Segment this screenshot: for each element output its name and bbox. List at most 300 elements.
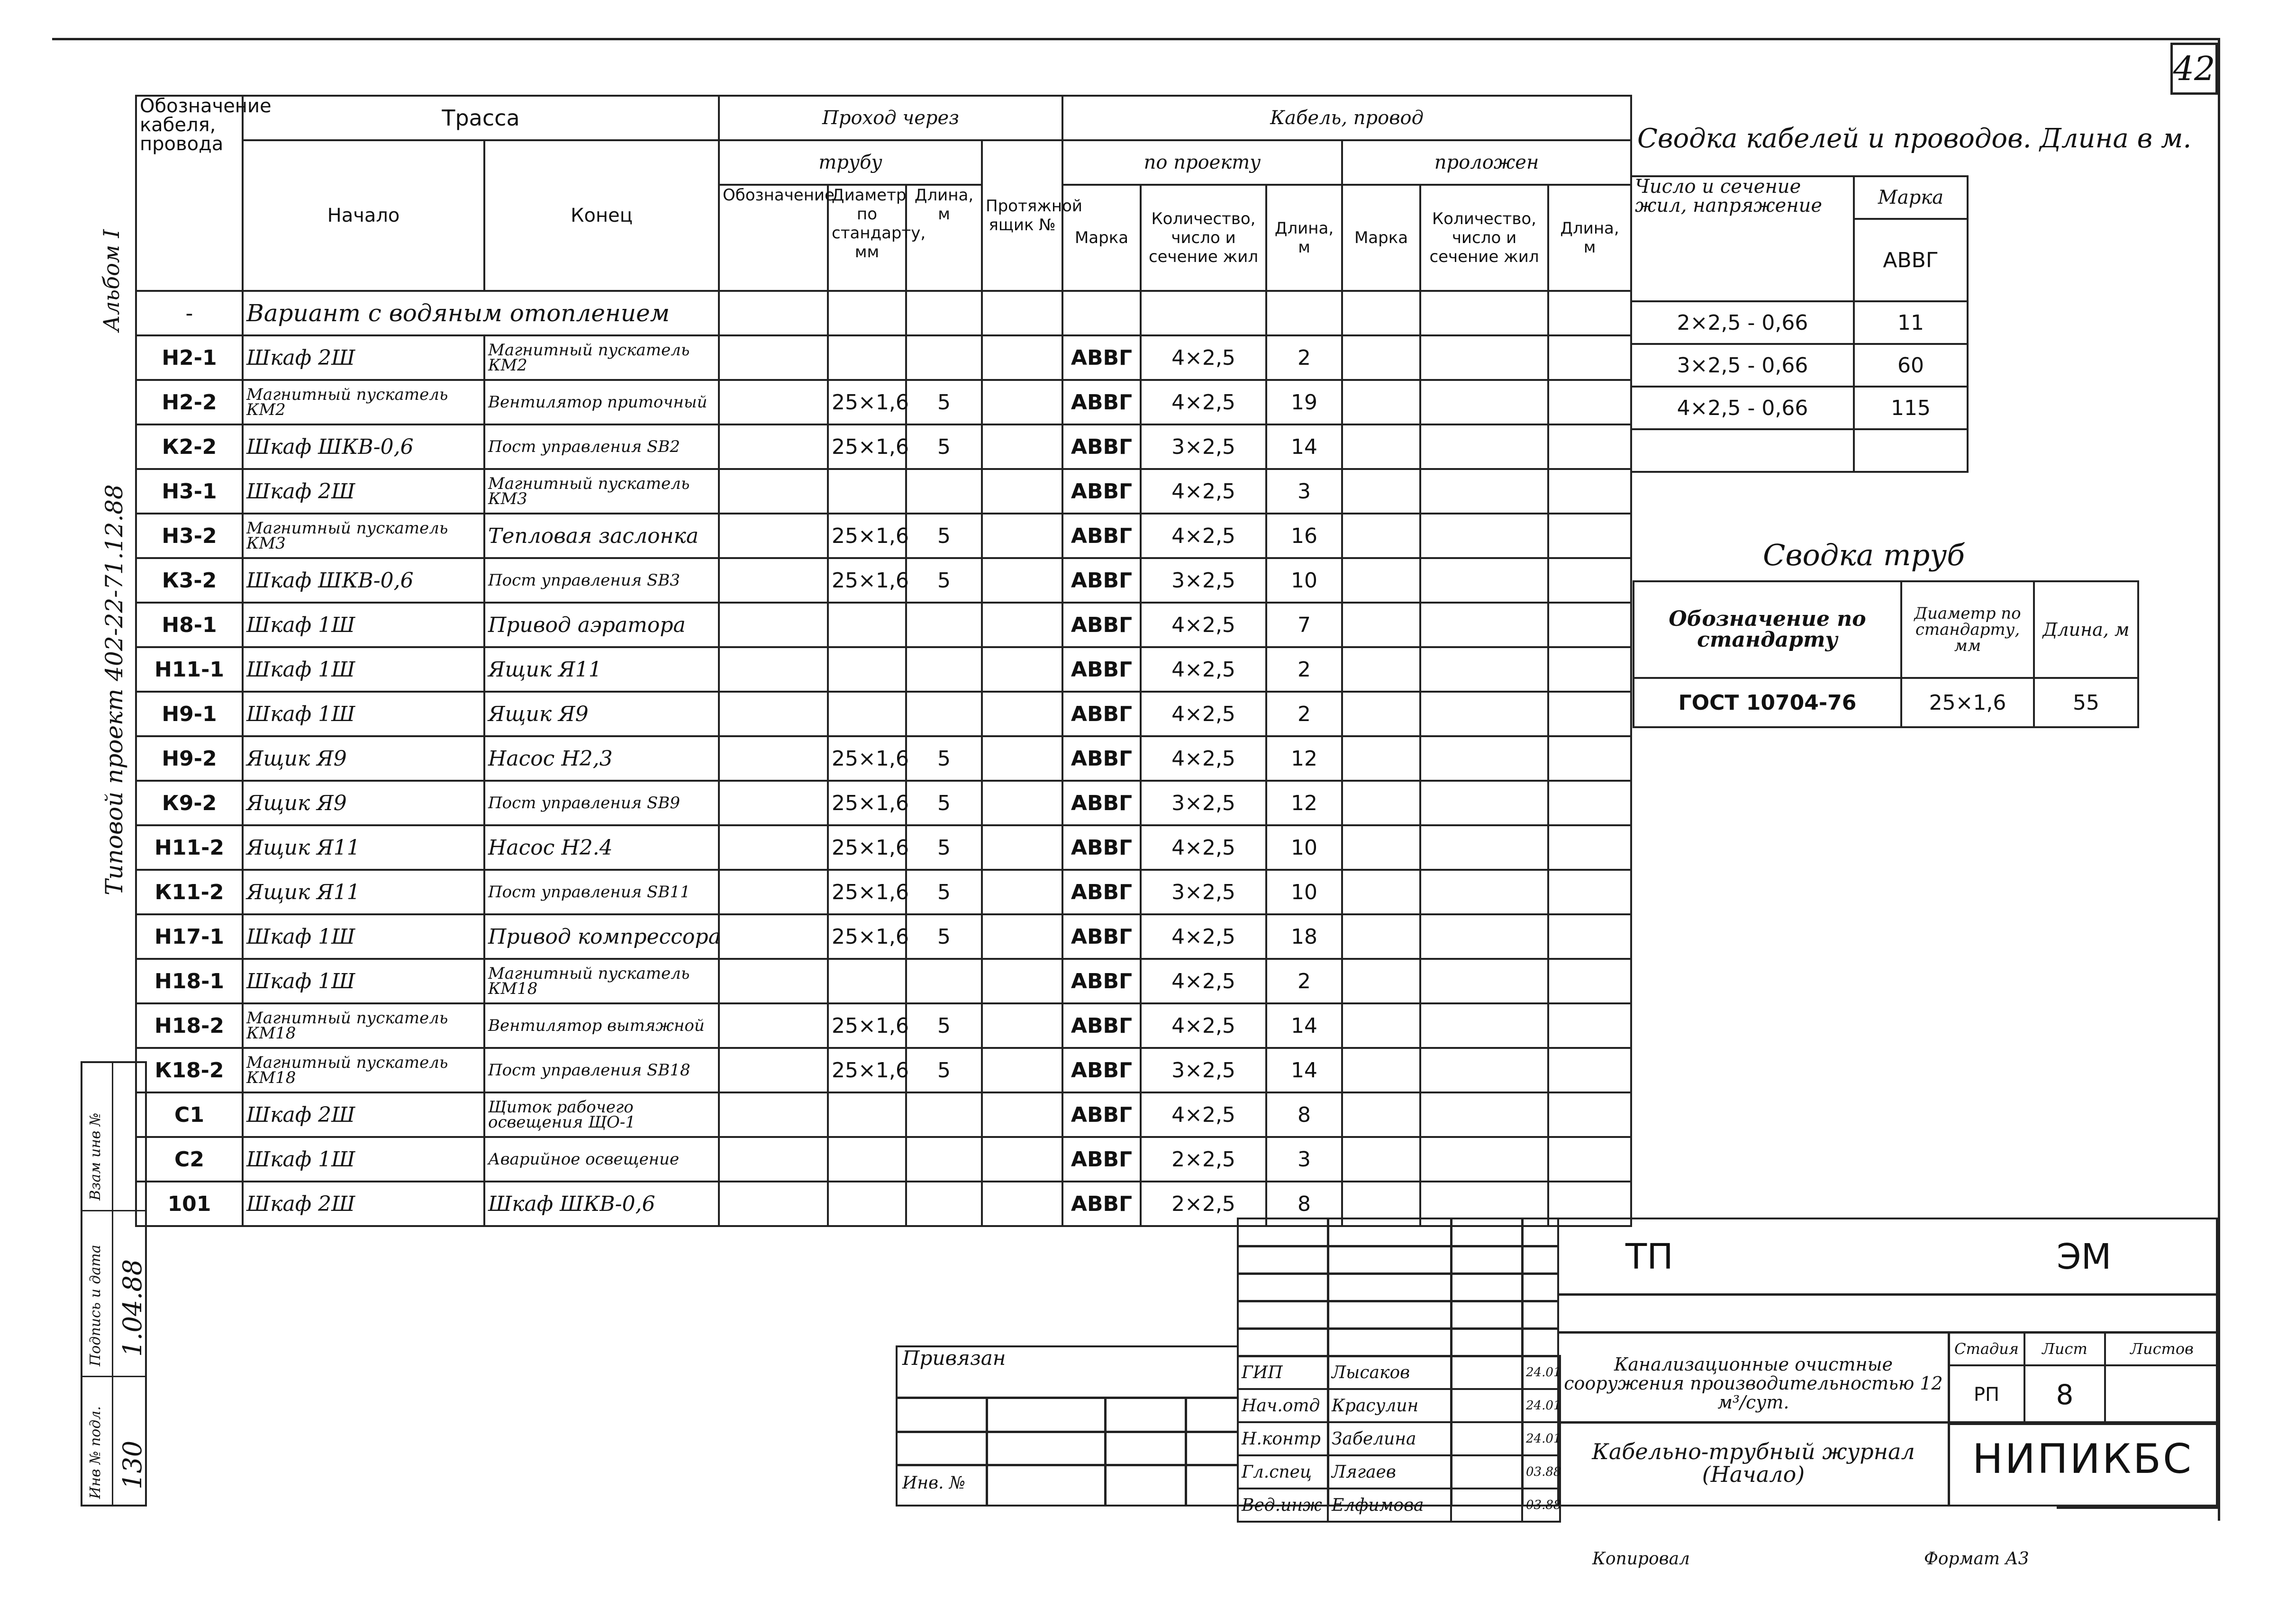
row-mark: АВВГ — [1062, 335, 1141, 380]
row-laid-mark — [1342, 1137, 1420, 1182]
row-pipe-length: 5 — [906, 870, 982, 914]
row-box — [982, 1092, 1062, 1137]
row-mark: АВВГ — [1062, 825, 1141, 870]
row-mark: АВВГ — [1062, 424, 1141, 469]
row-pipe-designation — [719, 469, 828, 514]
row-laid-mark — [1342, 781, 1420, 825]
row-pipe-length — [906, 647, 982, 692]
row-laid-mark — [1342, 914, 1420, 959]
row-laid-length — [1548, 1003, 1631, 1048]
row-start: Магнитный пускатель КМ3 — [243, 514, 484, 558]
header-by-project: по проекту — [1062, 140, 1342, 185]
row-quantity: 4×2,5 — [1141, 736, 1266, 781]
row-id: Н11-2 — [136, 825, 243, 870]
project-label: Типовой проект 402-22-71.12.88 — [100, 484, 128, 895]
row-end: Насос Н2.4 — [484, 825, 719, 870]
row-laid-length — [1548, 558, 1631, 603]
row-laid-quantity — [1420, 781, 1548, 825]
row-pipe-length: 5 — [906, 736, 982, 781]
row-pipe-length: 5 — [906, 1003, 982, 1048]
header-designation: Обозначение кабеля, провода — [136, 96, 243, 291]
row-length: 14 — [1266, 424, 1342, 469]
row-pipe-designation — [719, 514, 828, 558]
cable-spec-1: 2×2,5 - 0,66 — [1631, 301, 1854, 344]
row-mark: АВВГ — [1062, 469, 1141, 514]
row-id: Н2-1 — [136, 335, 243, 380]
row-box — [982, 335, 1062, 380]
row-mark: АВВГ — [1062, 558, 1141, 603]
row-pipe-length: 5 — [906, 424, 982, 469]
header-box: Протяжной ящик № — [982, 140, 1062, 291]
section-title: Вариант с водяным отоплением — [243, 291, 719, 335]
row-length: 10 — [1266, 870, 1342, 914]
row-laid-quantity — [1420, 1137, 1548, 1182]
role-row — [1238, 1389, 1560, 1422]
row-quantity: 4×2,5 — [1141, 603, 1266, 647]
row-pipe-designation — [719, 335, 828, 380]
row-start: Шкаф ШКВ-0,6 — [243, 424, 484, 469]
table-row — [136, 914, 1631, 959]
table-row — [136, 959, 1631, 1003]
cable-journal-table — [135, 95, 1632, 1227]
table-row — [136, 1048, 1631, 1092]
row-quantity: 4×2,5 — [1141, 692, 1266, 736]
row-box — [982, 424, 1062, 469]
cable-value-1: 11 — [1854, 301, 1968, 344]
sheet-number-box: 42 — [2170, 43, 2218, 95]
row-pipe-designation — [719, 603, 828, 647]
row-laid-mark — [1342, 1092, 1420, 1137]
row-pipe-diameter: 25×1,6 — [828, 914, 906, 959]
row-pipe-designation — [719, 870, 828, 914]
row-length: 2 — [1266, 335, 1342, 380]
row-laid-quantity — [1420, 514, 1548, 558]
row-start: Шкаф 2Ш — [243, 469, 484, 514]
row-pipe-designation — [719, 825, 828, 870]
row-laid-quantity — [1420, 1092, 1548, 1137]
row-id: С2 — [136, 1137, 243, 1182]
row-end: Щиток рабочего освещения ЩО-1 — [484, 1092, 719, 1137]
row-mark: АВВГ — [1062, 1003, 1141, 1048]
header-laid-mark: Марка — [1342, 185, 1420, 291]
row-start: Шкаф 2Ш — [243, 1182, 484, 1226]
row-mark: АВВГ — [1062, 1182, 1141, 1226]
role-signature — [1451, 1422, 1522, 1455]
row-pipe-length — [906, 603, 982, 647]
row-start: Шкаф 1Ш — [243, 959, 484, 1003]
row-end: Пост управления SB3 — [484, 558, 719, 603]
sheets-label: Листов — [2105, 1332, 2219, 1365]
row-pipe-length — [906, 469, 982, 514]
row-pipe-designation — [719, 1003, 828, 1048]
stamp-label-replace: Взам инв № — [87, 1112, 104, 1200]
row-pipe-length: 5 — [906, 781, 982, 825]
row-pipe-designation — [719, 1092, 828, 1137]
bound-label: Привязан — [902, 1346, 1006, 1370]
row-pipe-designation — [719, 959, 828, 1003]
role-name: Забелина — [1328, 1422, 1451, 1455]
row-laid-quantity — [1420, 558, 1548, 603]
row-box — [982, 603, 1062, 647]
row-start: Шкаф 1Ш — [243, 914, 484, 959]
row-end: Привод аэратора — [484, 603, 719, 647]
row-laid-length — [1548, 514, 1631, 558]
row-pipe-diameter — [828, 469, 906, 514]
row-quantity: 2×2,5 — [1141, 1182, 1266, 1226]
row-laid-quantity — [1420, 647, 1548, 692]
cable-summary-table — [1630, 175, 1969, 473]
row-pipe-diameter: 25×1,6 — [828, 825, 906, 870]
row-id: Н18-2 — [136, 1003, 243, 1048]
row-box — [982, 1003, 1062, 1048]
table-row — [136, 692, 1631, 736]
row-laid-quantity — [1420, 1003, 1548, 1048]
row-start: Шкаф 1Ш — [243, 603, 484, 647]
row-quantity: 2×2,5 — [1141, 1137, 1266, 1182]
row-pipe-diameter: 25×1,6 — [828, 736, 906, 781]
doc-title: Кабельно-трубный журнал (Начало) — [1592, 1439, 1915, 1487]
row-length: 2 — [1266, 959, 1342, 1003]
role-signature — [1451, 1356, 1522, 1389]
row-quantity: 4×2,5 — [1141, 1003, 1266, 1048]
row-start: Магнитный пускатель КМ18 — [243, 1048, 484, 1092]
role-row — [1238, 1422, 1560, 1455]
row-length: 10 — [1266, 825, 1342, 870]
header-pipe-length: Длина, м — [906, 185, 982, 291]
header-laid-length: Длина, м — [1548, 185, 1631, 291]
pipe-summary-title: Сводка труб — [1763, 538, 1965, 572]
row-box — [982, 1137, 1062, 1182]
row-pipe-length — [906, 1092, 982, 1137]
row-pipe-length: 5 — [906, 514, 982, 558]
row-pipe-diameter: 25×1,6 — [828, 424, 906, 469]
row-box — [982, 514, 1062, 558]
row-mark: АВВГ — [1062, 647, 1141, 692]
row-laid-length — [1548, 825, 1631, 870]
row-laid-mark — [1342, 603, 1420, 647]
album-label: Альбом I — [99, 229, 124, 332]
row-end: Насос Н2,3 — [484, 736, 719, 781]
row-end: Ящик Я9 — [484, 692, 719, 736]
row-laid-mark — [1342, 1003, 1420, 1048]
header-laid-quantity: Количество, число и сечение жил — [1420, 185, 1548, 291]
cable-summary-col2: Марка — [1854, 176, 1968, 219]
code-left: ТП — [1625, 1236, 1673, 1277]
row-quantity: 4×2,5 — [1141, 647, 1266, 692]
row-quantity: 4×2,5 — [1141, 335, 1266, 380]
header-quantity: Количество, число и сечение жил — [1141, 185, 1266, 291]
table-row — [136, 647, 1631, 692]
stamp-label-sign: Подпись и дата — [87, 1245, 104, 1366]
row-end: Пост управления SB18 — [484, 1048, 719, 1092]
row-laid-mark — [1342, 558, 1420, 603]
row-start: Шкаф 2Ш — [243, 335, 484, 380]
table-row — [136, 469, 1631, 514]
row-pipe-designation — [719, 1048, 828, 1092]
header-route: Трасса — [243, 96, 719, 140]
row-box — [982, 870, 1062, 914]
row-quantity: 4×2,5 — [1141, 514, 1266, 558]
row-laid-length — [1548, 1137, 1631, 1182]
row-id: Н9-2 — [136, 736, 243, 781]
row-length: 12 — [1266, 736, 1342, 781]
row-end: Вентилятор вытяжной — [484, 1003, 719, 1048]
role-date: 03.88 — [1522, 1455, 1560, 1489]
row-start: Шкаф 1Ш — [243, 647, 484, 692]
pipe-dia: 25×1,6 — [1901, 678, 2034, 727]
role-signature — [1451, 1389, 1522, 1422]
row-box — [982, 692, 1062, 736]
pipe-summary-table — [1633, 580, 2139, 728]
bottom-frame-line — [2057, 1507, 2218, 1509]
role-date: 24.01 — [1522, 1389, 1560, 1422]
table-row — [136, 1137, 1631, 1182]
row-pipe-diameter — [828, 603, 906, 647]
row-laid-mark — [1342, 1048, 1420, 1092]
code-right: ЭМ — [2057, 1236, 2112, 1277]
row-pipe-length — [906, 1137, 982, 1182]
row-quantity: 3×2,5 — [1141, 870, 1266, 914]
header-laid: проложен — [1342, 140, 1631, 185]
row-quantity: 3×2,5 — [1141, 1048, 1266, 1092]
role-label: Нач.отд — [1238, 1389, 1328, 1422]
row-start: Магнитный пускатель КМ2 — [243, 380, 484, 424]
cable-value-3: 115 — [1854, 387, 1968, 429]
cable-spec-3: 4×2,5 - 0,66 — [1631, 387, 1854, 429]
role-row — [1238, 1356, 1560, 1389]
row-quantity: 4×2,5 — [1141, 469, 1266, 514]
row-quantity: 4×2,5 — [1141, 959, 1266, 1003]
row-laid-quantity — [1420, 1048, 1548, 1092]
row-laid-length — [1548, 603, 1631, 647]
row-id: Н3-2 — [136, 514, 243, 558]
row-pipe-length: 5 — [906, 825, 982, 870]
pipe-std: ГОСТ 10704-76 — [1634, 678, 1901, 727]
row-mark: АВВГ — [1062, 736, 1141, 781]
row-laid-quantity — [1420, 736, 1548, 781]
row-pipe-diameter — [828, 1182, 906, 1226]
row-laid-mark — [1342, 825, 1420, 870]
row-pipe-designation — [719, 380, 828, 424]
row-quantity: 4×2,5 — [1141, 825, 1266, 870]
row-pipe-designation — [719, 1137, 828, 1182]
row-end: Пост управления SB9 — [484, 781, 719, 825]
row-laid-quantity — [1420, 870, 1548, 914]
row-id: К2-2 — [136, 424, 243, 469]
cable-summary-mark: АВВГ — [1854, 219, 1968, 301]
row-laid-mark — [1342, 647, 1420, 692]
row-end: Магнитный пускатель КМ3 — [484, 469, 719, 514]
pipe-len: 55 — [2034, 678, 2138, 727]
row-pipe-diameter — [828, 647, 906, 692]
row-box — [982, 914, 1062, 959]
row-laid-mark — [1342, 870, 1420, 914]
row-id: Н8-1 — [136, 603, 243, 647]
row-end: Магнитный пускатель КМ18 — [484, 959, 719, 1003]
row-start: Ящик Я9 — [243, 781, 484, 825]
header-pipe-diameter: Диаметр по стандарту, мм — [828, 185, 906, 291]
row-laid-quantity — [1420, 469, 1548, 514]
row-quantity: 4×2,5 — [1141, 914, 1266, 959]
row-laid-length — [1548, 424, 1631, 469]
row-laid-length — [1548, 1048, 1631, 1092]
role-row — [1238, 1455, 1560, 1489]
role-name: Лысаков — [1328, 1356, 1451, 1389]
row-length: 3 — [1266, 1137, 1342, 1182]
row-length: 14 — [1266, 1048, 1342, 1092]
role-date: 24.01 — [1522, 1422, 1560, 1455]
footer-format: Формат А3 — [1924, 1549, 2029, 1569]
stamp-value-inv: 130 — [118, 1440, 147, 1489]
row-start: Шкаф 1Ш — [243, 1137, 484, 1182]
pipe-col-dia: Диаметр по стандарту, мм — [1901, 581, 2034, 678]
row-laid-mark — [1342, 424, 1420, 469]
row-pipe-designation — [719, 647, 828, 692]
footer-copied: Копировал — [1592, 1549, 1690, 1569]
org-name: НИПИКБС — [1972, 1435, 2194, 1483]
role-date: 24.01 — [1522, 1356, 1560, 1389]
row-laid-quantity — [1420, 424, 1548, 469]
header-passage: Проход через — [719, 96, 1062, 140]
row-box — [982, 647, 1062, 692]
row-id: Н2-2 — [136, 380, 243, 424]
row-laid-quantity — [1420, 603, 1548, 647]
pipe-col-std: Обозначение по стандарту — [1634, 581, 1901, 678]
row-quantity: 4×2,5 — [1141, 380, 1266, 424]
role-row — [1238, 1489, 1560, 1522]
row-id: Н17-1 — [136, 914, 243, 959]
row-laid-quantity — [1420, 959, 1548, 1003]
roles-table — [1237, 1355, 1561, 1523]
cable-spec-2: 3×2,5 - 0,66 — [1631, 344, 1854, 387]
header-cable: Кабель, провод — [1062, 96, 1631, 140]
table-row — [136, 825, 1631, 870]
row-length: 14 — [1266, 1003, 1342, 1048]
row-start: Шкаф 1Ш — [243, 692, 484, 736]
header-start: Начало — [243, 140, 484, 291]
row-pipe-diameter: 25×1,6 — [828, 870, 906, 914]
table-row — [136, 1003, 1631, 1048]
row-end: Магнитный пускатель КМ2 — [484, 335, 719, 380]
table-row — [136, 736, 1631, 781]
row-end: Шкаф ШКВ-0,6 — [484, 1182, 719, 1226]
sheet-value: 8 — [2024, 1365, 2105, 1424]
row-length: 10 — [1266, 558, 1342, 603]
row-laid-mark — [1342, 335, 1420, 380]
row-pipe-length: 5 — [906, 558, 982, 603]
object-name: Канализационные очистные сооружения производительностью 12 м³/сут. — [1564, 1354, 1943, 1413]
row-quantity: 3×2,5 — [1141, 781, 1266, 825]
row-pipe-diameter — [828, 959, 906, 1003]
header-pipe-designation: Обозначение — [719, 185, 828, 291]
row-mark: АВВГ — [1062, 603, 1141, 647]
row-id: С1 — [136, 1092, 243, 1137]
row-pipe-diameter: 25×1,6 — [828, 781, 906, 825]
row-pipe-diameter: 25×1,6 — [828, 558, 906, 603]
row-pipe-designation — [719, 914, 828, 959]
sheet-label: Лист — [2024, 1332, 2105, 1365]
row-laid-quantity — [1420, 825, 1548, 870]
row-pipe-length: 5 — [906, 1048, 982, 1092]
row-box — [982, 825, 1062, 870]
pipe-col-len: Длина, м — [2034, 581, 2138, 678]
row-id: Н3-1 — [136, 469, 243, 514]
row-mark: АВВГ — [1062, 692, 1141, 736]
role-signature — [1451, 1455, 1522, 1489]
row-start: Магнитный пускатель КМ18 — [243, 1003, 484, 1048]
row-id: К9-2 — [136, 781, 243, 825]
row-length: 2 — [1266, 692, 1342, 736]
top-frame-line — [52, 38, 2218, 40]
stage-label: Стадия — [1949, 1332, 2024, 1365]
row-laid-length — [1548, 870, 1631, 914]
title-block — [896, 1218, 2218, 1515]
row-laid-mark — [1342, 959, 1420, 1003]
row-laid-length — [1548, 781, 1631, 825]
row-pipe-diameter — [828, 1137, 906, 1182]
row-end: Тепловая заслонка — [484, 514, 719, 558]
row-pipe-length — [906, 335, 982, 380]
inv-label: Инв. № — [902, 1473, 966, 1493]
stamp-value-date: 1.04.88 — [118, 1259, 147, 1357]
row-box — [982, 558, 1062, 603]
row-length: 8 — [1266, 1182, 1342, 1226]
row-start: Ящик Я11 — [243, 825, 484, 870]
role-name: Лягаев — [1328, 1455, 1451, 1489]
row-laid-quantity — [1420, 335, 1548, 380]
row-pipe-length — [906, 692, 982, 736]
row-mark: АВВГ — [1062, 1137, 1141, 1182]
row-laid-quantity — [1420, 692, 1548, 736]
role-name: Красулин — [1328, 1389, 1451, 1422]
row-end: Ящик Я11 — [484, 647, 719, 692]
row-length: 2 — [1266, 647, 1342, 692]
cable-value-2: 60 — [1854, 344, 1968, 387]
row-laid-length — [1548, 959, 1631, 1003]
row-laid-mark — [1342, 736, 1420, 781]
row-pipe-length — [906, 959, 982, 1003]
role-label: Вед.инж — [1238, 1489, 1328, 1522]
role-label: ГИП — [1238, 1356, 1328, 1389]
row-end: Пост управления SB2 — [484, 424, 719, 469]
row-end: Вентилятор приточный — [484, 380, 719, 424]
row-start: Шкаф 2Ш — [243, 1092, 484, 1137]
row-id: К18-2 — [136, 1048, 243, 1092]
row-start: Ящик Я11 — [243, 870, 484, 914]
row-start: Шкаф ШКВ-0,6 — [243, 558, 484, 603]
row-laid-length — [1548, 1092, 1631, 1137]
row-end: Пост управления SB11 — [484, 870, 719, 914]
table-row — [136, 603, 1631, 647]
row-laid-length — [1548, 736, 1631, 781]
row-pipe-designation — [719, 424, 828, 469]
row-mark: АВВГ — [1062, 1048, 1141, 1092]
row-pipe-diameter: 25×1,6 — [828, 380, 906, 424]
section-marker: - — [136, 291, 243, 335]
row-pipe-diameter — [828, 1092, 906, 1137]
row-pipe-diameter: 25×1,6 — [828, 1048, 906, 1092]
row-quantity: 3×2,5 — [1141, 424, 1266, 469]
row-pipe-diameter: 25×1,6 — [828, 1003, 906, 1048]
row-mark: АВВГ — [1062, 380, 1141, 424]
table-row — [136, 781, 1631, 825]
row-box — [982, 380, 1062, 424]
row-laid-length — [1548, 335, 1631, 380]
row-id: 101 — [136, 1182, 243, 1226]
table-row — [136, 335, 1631, 380]
stamp-label-inv: Инв № подл. — [87, 1406, 104, 1499]
row-laid-length — [1548, 647, 1631, 692]
